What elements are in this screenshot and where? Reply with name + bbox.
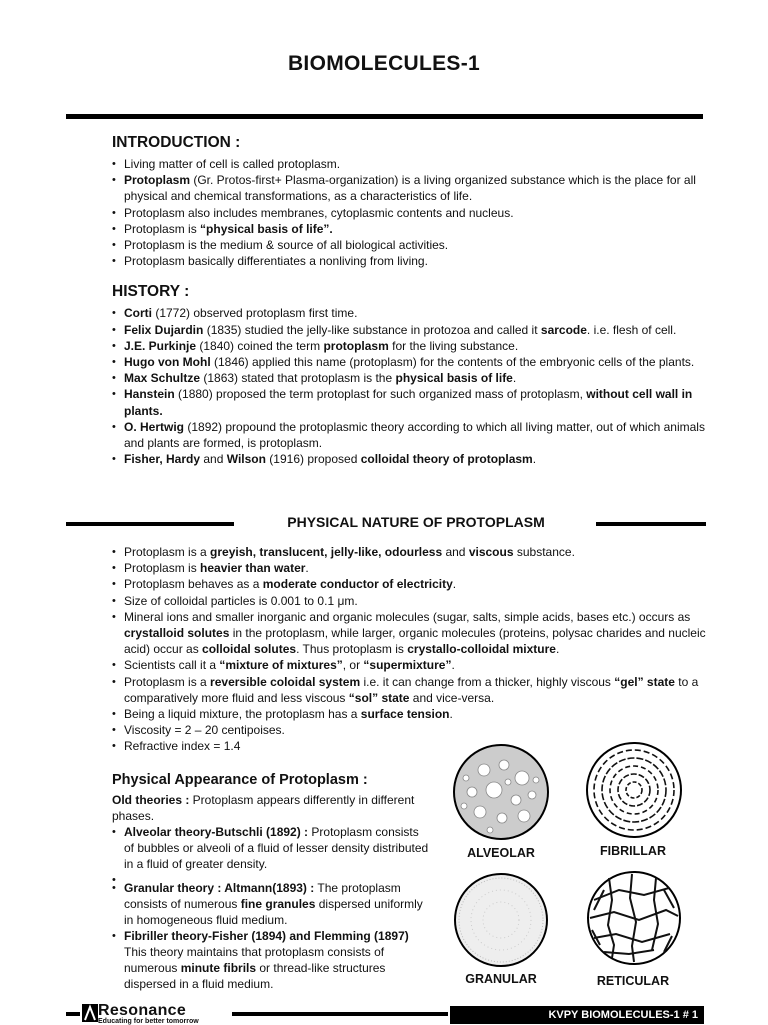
list-item: • Corti (1772) observed protoplasm first time. [66, 305, 706, 321]
theories-list [66, 824, 432, 992]
footer-rule-left [66, 1012, 80, 1016]
reticular-figure [588, 872, 680, 964]
footer-tagline: Educating for better tomorrow [98, 1018, 199, 1025]
list-item: • Granular theory : Altmann(1893) : The protoplasm consists of numerous fine granules dispersed uniformly in homogeneous fluid medium. [66, 880, 432, 928]
list-item: • Fisher, Hardy and Wilson (1916) proposed colloidal theory of protoplasm. [66, 451, 706, 467]
fibrillar-label: FIBRILLAR [600, 844, 666, 858]
old-theories-text: Old theories : Protoplasm appears differently in different phases. [112, 793, 415, 823]
list-item: • Protoplasm is heavier than water. [66, 560, 706, 576]
granular-figure [455, 874, 547, 966]
list-item: • Protoplasm is “physical basis of life”. [66, 221, 706, 237]
history-list [66, 305, 706, 467]
list-item: • Max Schultze (1863) stated that protoplasm is the physical basis of life. [66, 370, 706, 386]
list-item: • Refractive index = 1.4 [66, 738, 706, 754]
list-item: • Protoplasm is the medium & source of all biological activities. [66, 237, 706, 253]
banner-rule-left [66, 522, 234, 526]
section-banner [66, 514, 706, 534]
list-item: • Scientists call it a “mixture of mixtures”, or “supermixture”. [66, 657, 706, 673]
title-rule [66, 114, 703, 119]
list-item: • J.E. Purkinje (1840) coined the term protoplasm for the living substance. [66, 338, 706, 354]
list-item: • Protoplasm is a greyish, translucent, jelly-like, odourless and viscous substance. [66, 544, 706, 560]
intro-list [66, 156, 706, 269]
fibrillar-figure [587, 743, 681, 837]
page-title: BIOMOLECULES-1 [287, 52, 481, 75]
list-item: • Viscosity = 2 – 20 centipoises. [66, 722, 706, 738]
appearance-heading: Physical Appearance of Protoplasm : [112, 772, 368, 788]
list-item: • Hugo von Mohl (1846) applied this name (protoplasm) for the contents of the embryonic cells of the plants. [66, 354, 706, 370]
footer-page-label: KVPY BIOMOLECULES-1 # 1 [450, 1006, 704, 1024]
list-item: • Size of colloidal particles is 0.001 to 0.1 μm. [66, 593, 706, 609]
list-item: • Protoplasm behaves as a moderate conductor of electricity. [66, 576, 706, 592]
list-item: • Being a liquid mixture, the protoplasm has a surface tension. [66, 706, 706, 722]
footer-rule-middle [232, 1012, 448, 1016]
resonance-logo-icon [82, 1004, 98, 1022]
list-item: • Alveolar theory-Butschli (1892) : Protoplasm consists of bubbles or alveoli of a fluid of lesser density distributed in a fluid of greater density. [66, 824, 432, 872]
protoplasm-figures [444, 740, 704, 994]
intro-heading: INTRODUCTION : [112, 134, 241, 151]
physical-list [66, 544, 706, 755]
section-heading: PHYSICAL NATURE OF PROTOPLASM [287, 514, 545, 530]
list-item: • Hanstein (1880) proposed the term protoplast for such organized mass of protoplasm, without cell wall in plants. [66, 386, 706, 418]
list-item: • Protoplasm (Gr. Protos-first+ Plasma-organization) is a living organized substance which is the place for all physical and chemical transformations, as a characteristics of life. [66, 172, 706, 204]
list-item: • Felix Dujardin (1835) studied the jelly-like substance in protozoa and called it sarcode. i.e. flesh of cell. [66, 322, 706, 338]
reticular-label: RETICULAR [596, 974, 670, 988]
intro-history-block [66, 134, 706, 467]
history-heading: HISTORY : [112, 283, 190, 301]
protoplasm-structure-illustrations [444, 740, 704, 994]
list-item: • O. Hertwig (1892) propound the protoplasmic theory according to which all living matter, out of which animals and plants are formed, is protoplasm. [66, 419, 706, 451]
physical-appearance-block [66, 772, 432, 992]
alveolar-figure [454, 745, 548, 839]
footer-logo-text: Resonance [98, 1002, 187, 1019]
list-item: • Protoplasm basically differentiates a nonliving from living. [66, 253, 706, 269]
banner-rule-right [596, 522, 706, 526]
list-item: • Protoplasm also includes membranes, cytoplasmic contents and nucleus. [66, 205, 706, 221]
list-item: • Mineral ions and smaller inorganic and organic molecules (sugar, salts, simple acids, bases etc.) occurs as crystalloid solutes in the protoplasm, while larger, organic molecules (proteins, polysac charides and nucleic acid) occur as colloidal solutes. Thus protoplasm is crystallo-colloidal mixture. [66, 609, 706, 658]
list-item: • Fibriller theory-Fisher (1894) and Flemming (1897) This theory maintains that protoplasm consists of numerous minute fibrils or thread-like structures dispersed in a fluid medium. [66, 928, 432, 992]
list-item: • Living matter of cell is called protoplasm. [66, 156, 706, 172]
granular-label: GRANULAR [465, 972, 537, 986]
alveolar-label: ALVEOLAR [467, 846, 535, 860]
page-footer [0, 1002, 768, 1024]
list-item: • Protoplasm is a reversible coloidal system i.e. it can change from a thicker, highly viscous “gel” state to a comparatively more fluid and less viscous “sol” state and vice-versa. [66, 674, 706, 706]
physical-nature-block [66, 544, 706, 755]
